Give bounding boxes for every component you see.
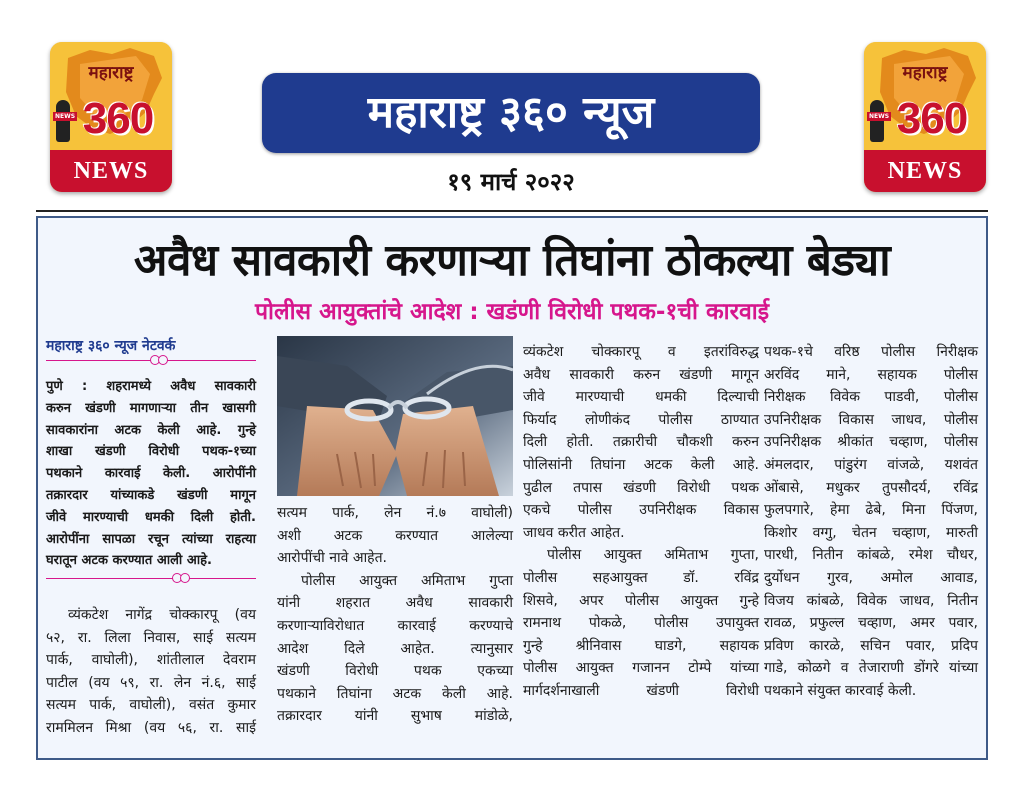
column-line: आदेश दिले आहेत. त्यानुसार [277,640,513,657]
mic-tag: NEWS [869,113,890,120]
column-line: पोलीस आयुक्त अमिताभ गुप्ता, [547,547,759,564]
column-line: पथक-१चे वरिष्ठ पोलीस निरीक्षक [764,344,978,360]
column-line: अरविंद माने, सहायक पोलीस [764,366,978,383]
column-line: गाडे, कोळगे व तेजाराणी डोंगरे यांच्या [764,660,978,677]
column-line: पोलीस आयुक्त अमिताभ गुप्ता [301,572,513,589]
column-line: ५२, रा. लिला निवास, साई सत्यम [46,629,256,646]
column-3 [523,341,759,703]
column-2 [277,502,513,728]
summary-line: तक्रारदार यांच्याकडे खंडणी मागून [46,487,256,503]
logo-number: 360 [896,94,968,143]
byline-divider [46,360,256,361]
column-line: उपनिरीक्षक विकास जाधव, पोलीस [764,411,978,428]
column-line: प्रविण कारळे, सचिन पवार, प्रदिप [764,637,978,654]
summary-divider [46,578,256,579]
summary-box [46,376,256,572]
column-line: जाधव करीत आहेत. [523,524,625,541]
summary-line: पथकाने कारवाई केली. आरोपींनी [46,466,256,482]
column-line: राममिलन मिश्रा (वय ५६, रा. साई [46,719,256,736]
logo-left [50,42,172,192]
logo-word: महाराष्ट्र [902,63,948,83]
column-line: रावळ, प्रफुल्ल चव्हाण, अमर पवार, [764,615,978,632]
header-rule [36,210,988,212]
column-line: व्यंकटेश नागेंद्र चोक्कारपू (वय [68,607,256,623]
column-line: ओंबासे, मधुकर तुपसौदर्य, रविंद्र [764,479,978,496]
handcuffed-hands-photo [277,336,513,496]
column-line: व्यंकटेश चोक्कारपू व इतरांविरुद्ध [523,344,759,360]
column-line: विजय कांबळे, विवेक जाधव, नितीन [764,592,978,609]
summary-line: सावकारांना अटक केली आहे. गुन्हे [46,422,256,438]
column-line: फुलपगारे, हेमा ढेबे, मिना पिंजण, [764,502,978,519]
logo-word: महाराष्ट्र [88,63,134,83]
masthead-title: महाराष्ट्र ३६० न्यूज [367,87,655,138]
column-line: यांनी शहरात अवैध सावकारी [277,595,513,612]
column-line: पथकाने संयुक्त कारवाई केली. [764,682,917,699]
column-line: निरीक्षक विवेक पाडवी, पोलीस [764,389,978,406]
masthead-banner [262,73,760,153]
logo-band: NEWS [50,150,172,192]
summary-line: शाखा खंडणी विरोधी पथक-१च्या [46,444,256,460]
column-line: शिसवे, अपर पोलीस आयुक्त गुन्हे [523,592,759,609]
column-line: करणाऱ्याविरोधात कारवाई करण्याचे [277,617,513,634]
column-line: अशी अटक करण्यात आलेल्या [277,527,513,544]
column-line: गुन्हे श्रीनिवास घाडगे, सहायक [523,637,759,654]
column-line: खंडणी विरोधी पथक एकच्या [277,663,513,680]
issue-date: १९ मार्च २०२२ [447,168,575,196]
summary-line: आरोपींना सापळा रचून त्यांच्या राहत्या [46,531,256,547]
byline: महाराष्ट्र ३६० न्यूज नेटवर्क [46,338,176,354]
column-line: पोलिसांनी तिघांना अटक केली आहे. [523,456,759,473]
summary-line: जीवे मारण्याची धमकी दिली होती. [46,509,256,525]
headline: अवैध सावकारी करणाऱ्या तिघांना ठोकल्या बेड्या [133,235,891,286]
column-line: उपनिरीक्षक श्रीकांत चव्हाण, पोलीस [764,434,978,451]
summary-line: घरातून अटक करण्यात आली आहे. [46,553,212,569]
logo-number: 360 [82,94,154,143]
column-line: आरोपींची नावे आहेत. [277,550,388,567]
column-line: अवैध सावकारी करुन खंडणी मागून [523,366,759,383]
mic-tag: NEWS [55,113,76,120]
column-line: पथकाने तिघांना अटक केली आहे. [277,685,513,702]
column-line: किशोर वग्गु, चेतन चव्हाण, मारुती [764,524,978,541]
column-line: अंमलदार, पांडुरंग वांजळे, यशवंत [764,456,978,473]
column-line: पार्क, वाघोली), शांतीलाल देवराम [46,652,256,669]
column-line: सत्यम पार्क, वाघोली), वसंत कुमार [46,697,256,714]
summary-line: पुणे : शहरामध्ये अवैध सावकारी [46,379,256,394]
summary-line: करुन खंडणी मागणाऱ्या तीन खासगी [46,400,256,416]
column-line: रामनाथ पोकळे, पोलीस उपायुक्त [523,615,759,632]
column-line: जीवे मारण्याची धमकी दिल्याची [523,389,759,406]
logo-right [864,42,986,192]
column-line: पोलीस आयुक्त गजानन टोम्पे यांच्या [523,660,759,677]
column-4 [764,341,978,703]
column-line: पुढील तपास खंडणी विरोधी पथक [523,479,759,496]
column-line: तक्रारदार यांनी सुभाष मांडोळे, [277,708,513,725]
logo-band: NEWS [864,150,986,192]
column-line: पाटील (वय ५९, रा. लेन नं.६, साई [46,674,256,691]
column-line: पोलीस सहआयुक्त डॉ. रविंद्र [523,569,759,586]
column-line: दुर्योधन गुरव, अमोल आवाड, [764,569,978,586]
column-line: पारधी, नितीन कांबळे, रमेश चौधर, [764,547,978,564]
column-line: फिर्याद लोणीकंद पोलीस ठाण्यात [523,411,759,428]
column-line: मार्गदर्शनाखाली खंडणी विरोधी [523,682,759,699]
column-line: एकचे पोलीस उपनिरीक्षक विकास [523,502,759,519]
column-line: दिली होती. तक्रारीची चौकशी करुन [523,434,759,451]
subheadline: पोलीस आयुक्तांचे आदेश : खडंणी विरोधी पथक-१ची कारवाई [254,299,770,325]
column-line: सत्यम पार्क, लेन नं.७ वाघोली) [277,505,513,521]
photo-illustration [277,336,513,496]
column-1 [46,604,256,740]
